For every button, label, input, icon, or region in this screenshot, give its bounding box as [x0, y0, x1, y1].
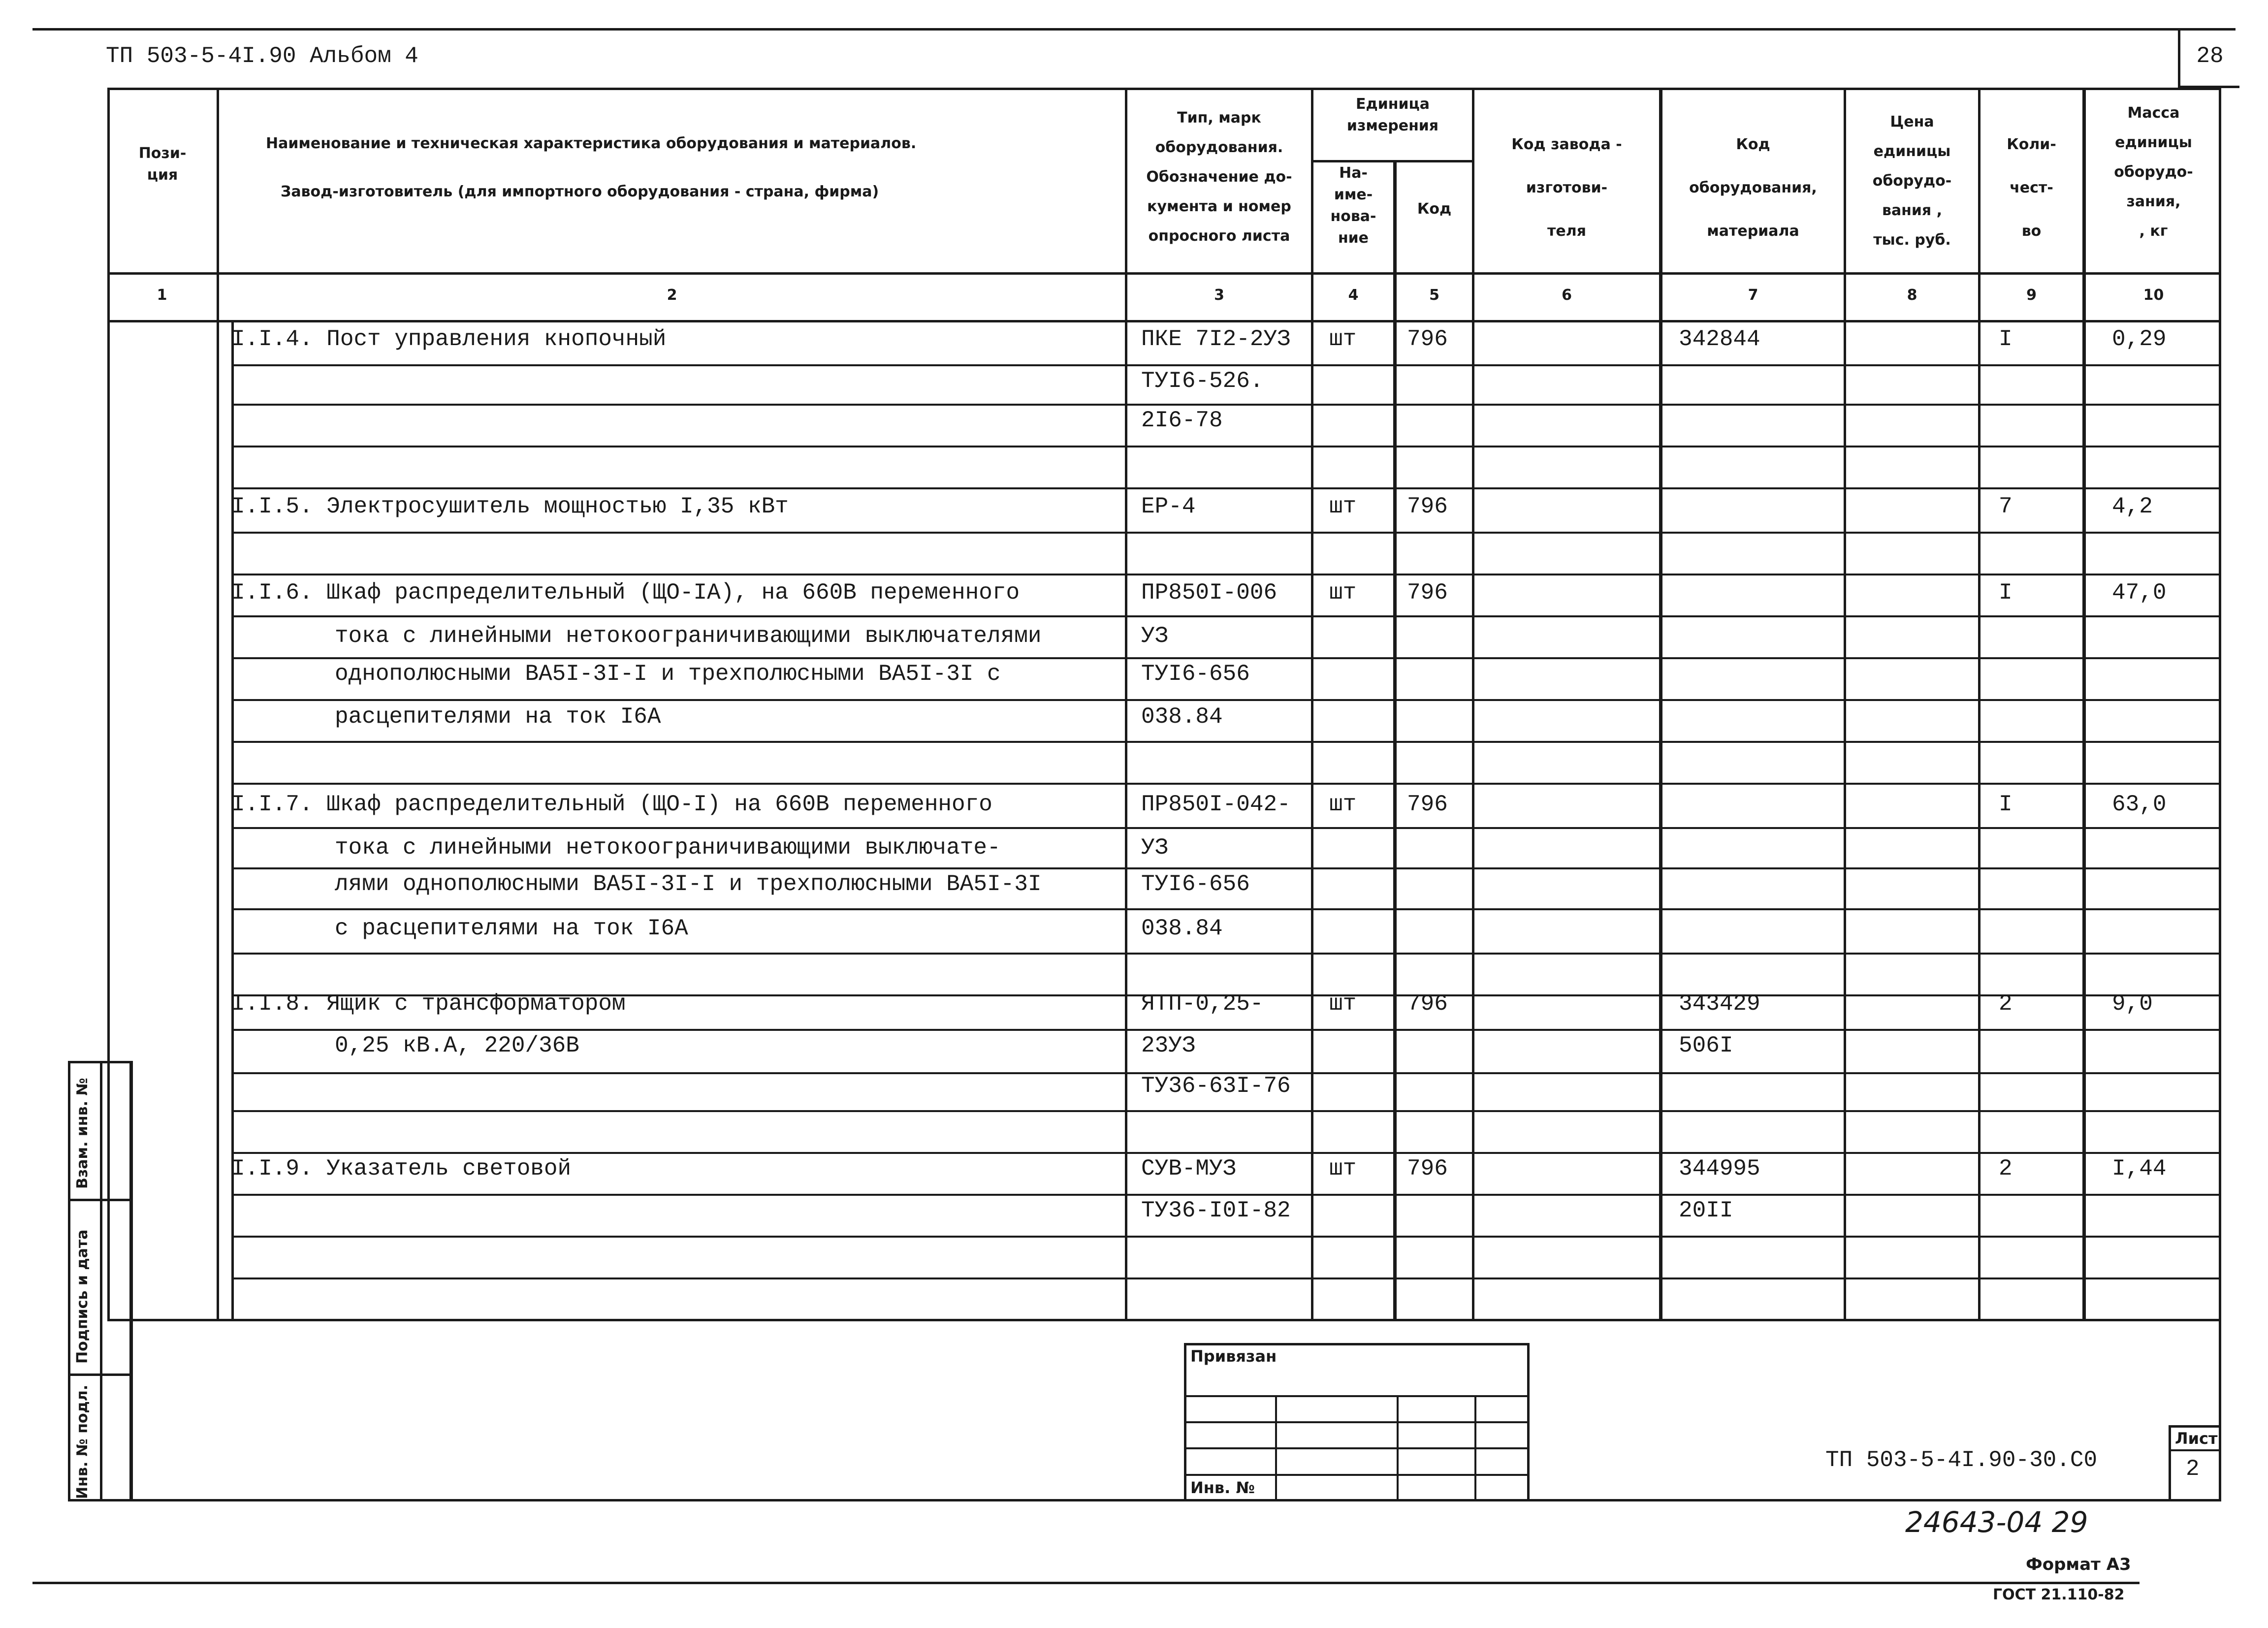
sheet-label: Лист [2175, 1429, 2218, 1448]
table-cell-name: I.I.5. Электросушитель мощностью I,35 кВт [231, 494, 789, 519]
row-line [231, 741, 2221, 743]
header-price: Цена единицы оборудо- вания , тыс. руб. [1872, 113, 1952, 249]
table-cell-type: ТУI6-656 [1141, 871, 1250, 897]
col-num-2: 2 [667, 287, 677, 304]
table-cell-type: ТУI6-656 [1141, 661, 1250, 687]
header-mass: Масса единицы оборудо- зания, , кг [2114, 104, 2193, 240]
sheet-number: 2 [2186, 1456, 2200, 1482]
row-line [231, 364, 2221, 366]
bottom-border-line [32, 1582, 2140, 1584]
table-cell-qty: I [1999, 326, 2012, 352]
table-cell-name: с расцепителями на ток I6А [335, 916, 688, 941]
table-cell-name: I.I.4. Пост управления кнопочный [231, 326, 667, 352]
table-cell-equip-code: 344995 [1679, 1156, 1760, 1181]
table-cell-name: тока с линейными нетокоограничивающими выключателями [335, 623, 1042, 649]
document-title: ТП 503-5-4I.90 Альбом 4 [106, 43, 418, 69]
table-cell-name: I.I.8. Ящик с трансформатором [231, 991, 626, 1017]
table-cell-mass: 63,0 [2112, 792, 2167, 817]
table-cell-name: 0,25 кВ.А, 220/36В [335, 1033, 579, 1058]
col-num-5: 5 [1429, 287, 1439, 304]
table-cell-type: 23УЗ [1141, 1033, 1196, 1058]
table-cell-unit: шт [1329, 494, 1357, 519]
table-cell-type: 038.84 [1141, 916, 1223, 941]
stamp-line [1184, 1447, 1530, 1449]
table-cell-type: ТУ36-I0I-82 [1141, 1198, 1291, 1223]
side-label-inv-orig: Инв. № подл. [74, 1384, 91, 1499]
table-cell-type: 2I6-78 [1141, 408, 1223, 433]
col-num-9: 9 [2026, 287, 2037, 304]
stamp-line [1184, 1421, 1530, 1423]
table-cell-unit: шт [1329, 580, 1357, 606]
row-line [231, 615, 2221, 617]
table-cell-code: 796 [1407, 326, 1448, 352]
side-stamp-line [68, 1373, 132, 1376]
table-cell-qty: 2 [1999, 991, 2012, 1017]
stamp-line [1184, 1395, 1530, 1397]
table-cell-name: однополюсными ВА5I-3I-I и трехполюсными ВА5I-3I с [335, 661, 1001, 687]
col-num-3: 3 [1214, 287, 1224, 304]
table-cell-equip-code: 506I [1679, 1033, 1733, 1058]
row-line [231, 699, 2221, 701]
table-cell-type: ТУI6-526. [1141, 368, 1264, 394]
row-line [231, 532, 2221, 534]
table-cell-unit: шт [1329, 792, 1357, 817]
header-name-1: Наименование и техническая характеристика оборудования и материалов. [266, 135, 917, 152]
table-cell-name: I.I.6. Шкаф распределительный (ЩО-IА), на 660В переменного [231, 580, 1020, 606]
col-num-6: 6 [1562, 287, 1572, 304]
col-num-4: 4 [1348, 287, 1359, 304]
table-cell-name: I.I.9. Указатель световой [231, 1156, 572, 1181]
row-line [231, 446, 2221, 447]
table-cell-type: ПР850I-042- [1141, 792, 1291, 817]
table-cell-equip-code: 342844 [1679, 326, 1760, 352]
row-line [231, 404, 2221, 406]
table-cell-name: лями однополюсными ВА5I-3I-I и трехполюсными ВА5I-3I [335, 871, 1042, 897]
handwritten-number: 24643-04 29 [1905, 1505, 2088, 1539]
table-cell-code: 796 [1407, 991, 1448, 1017]
table-cell-mass: 0,29 [2112, 326, 2167, 352]
stamp-line [1397, 1395, 1399, 1501]
top-border-line [32, 28, 2236, 31]
table-cell-type: ЯТП-0,25- [1141, 991, 1264, 1017]
row-line [231, 953, 2221, 955]
col-num-10: 10 [2143, 287, 2164, 304]
row-line [231, 487, 2221, 489]
side-label-signature-date: Подпись и дата [74, 1229, 91, 1364]
frame-bottom-line [130, 1499, 2221, 1501]
document-code: ТП 503-5-4I.90-30.С0 [1825, 1447, 2098, 1473]
row-line [231, 657, 2221, 659]
table-cell-type: СУВ-МУЗ [1141, 1156, 1237, 1181]
header-line [107, 272, 2221, 275]
col-num-1: 1 [157, 287, 167, 304]
header-equipment-code: Код оборудования, материала [1689, 136, 1817, 240]
header-factory-code: Код завода - изготови- теля [1511, 136, 1622, 240]
table-cell-equip-code: 20II [1679, 1198, 1733, 1223]
stamp-line [1275, 1395, 1277, 1501]
format-label: Формат А3 [2026, 1555, 2131, 1574]
table-cell-type: ЕР-4 [1141, 494, 1196, 519]
table-cell-name: расцепителями на ток I6А [335, 704, 661, 730]
header-unit: Единица измерения [1346, 96, 1439, 134]
row-line [231, 827, 2221, 829]
gost-label: ГОСТ 21.110-82 [1993, 1586, 2125, 1603]
row-line [231, 1194, 2221, 1196]
header-name-2: Завод-изготовитель (для импортного оборудования - страна, фирма) [281, 183, 879, 200]
header-position: Пози- ция [138, 145, 187, 184]
row-line [231, 1236, 2221, 1238]
table-cell-mass: 4,2 [2112, 494, 2153, 519]
row-line [231, 1110, 2221, 1112]
table-cell-type: 038.84 [1141, 704, 1223, 730]
table-cell-mass: 47,0 [2112, 580, 2167, 606]
stamp-line [1474, 1395, 1476, 1501]
header-type: Тип, марк оборудования. Обозначение до- кумента и номер опросного листа [1146, 109, 1292, 245]
table-cell-code: 796 [1407, 580, 1448, 606]
col-num-8: 8 [1907, 287, 1917, 304]
table-cell-code: 796 [1407, 1156, 1448, 1181]
side-label-replace-inv: Взам. инв. № [74, 1078, 91, 1189]
sheet-box-divider [2169, 1449, 2221, 1451]
row-line [231, 867, 2221, 869]
table-cell-unit: шт [1329, 326, 1357, 352]
table-cell-code: 796 [1407, 494, 1448, 519]
row-line [231, 1029, 2221, 1031]
page-number: 28 [2178, 31, 2239, 88]
table-cell-type: ПКЕ 7I2-2УЗ [1141, 326, 1291, 352]
row-line [231, 1152, 2221, 1154]
table-cell-unit: шт [1329, 991, 1357, 1017]
table-cell-name: I.I.7. Шкаф распределительный (ЩО-I) на 660В переменного [231, 792, 992, 817]
table-cell-type: УЗ [1141, 623, 1169, 649]
side-stamp-line [100, 1061, 102, 1501]
col-num-7: 7 [1748, 287, 1758, 304]
side-stamp-line [68, 1199, 132, 1201]
row-line [231, 783, 2221, 785]
stamp-line [1184, 1474, 1530, 1476]
binding-label: Привязан [1190, 1347, 1277, 1366]
table-cell-mass: I,44 [2112, 1156, 2167, 1181]
table-cell-qty: I [1999, 580, 2012, 606]
table-cell-type: ТУ36-63I-76 [1141, 1073, 1291, 1099]
table-cell-qty: 2 [1999, 1156, 2012, 1181]
table-cell-unit: шт [1329, 1156, 1357, 1181]
table-cell-type: УЗ [1141, 835, 1169, 861]
inv-number-label: Инв. № [1190, 1478, 1255, 1497]
header-line [107, 320, 2221, 322]
header-quantity: Коли- чест- во [2007, 136, 2056, 240]
table-cell-mass: 9,0 [2112, 991, 2153, 1017]
header-unit-name: На- име- нова- ние [1330, 164, 1376, 247]
table-cell-equip-code: 343429 [1679, 991, 1760, 1017]
table-cell-qty: I [1999, 792, 2012, 817]
row-line [231, 1277, 2221, 1279]
table-cell-name: тока с линейными нетокоограничивающими выключате- [335, 835, 1001, 861]
table-cell-qty: 7 [1999, 494, 2012, 519]
table-cell-code: 796 [1407, 792, 1448, 817]
row-line [231, 574, 2221, 575]
row-line [231, 908, 2221, 910]
table-cell-type: ПР850I-006 [1141, 580, 1278, 606]
header-unit-code: Код [1417, 200, 1452, 218]
